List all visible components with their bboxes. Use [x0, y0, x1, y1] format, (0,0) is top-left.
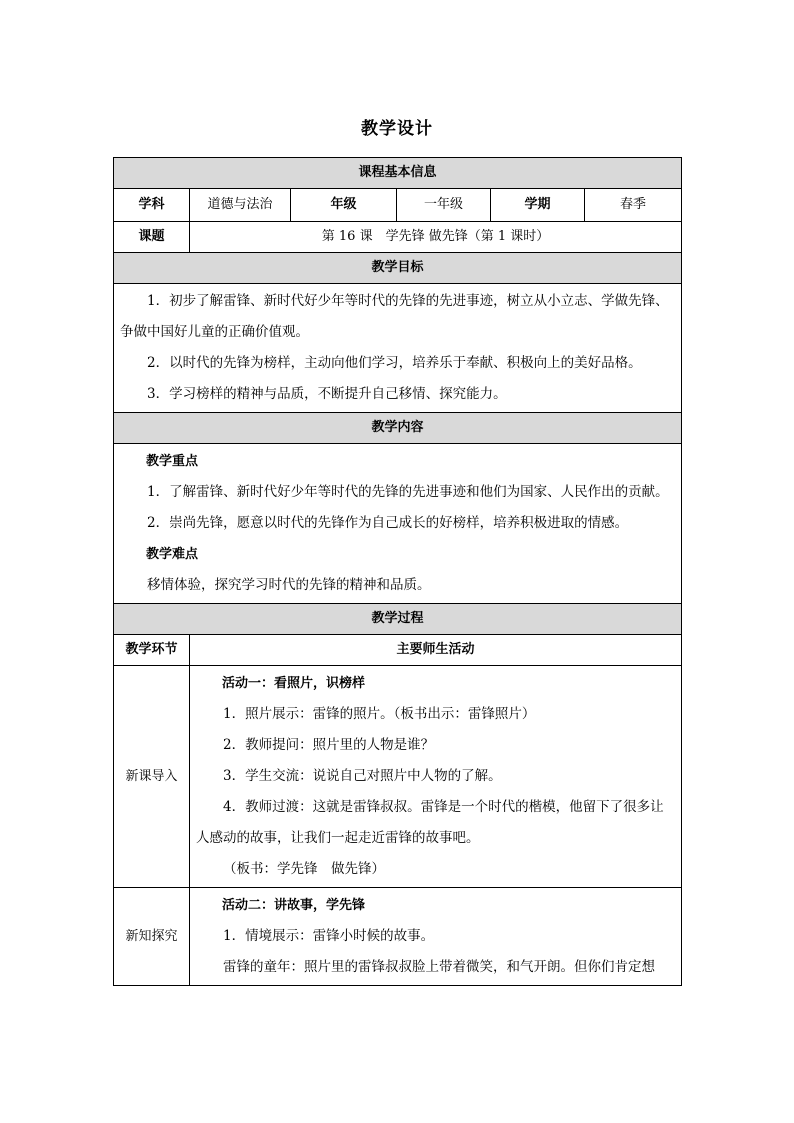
activity-line: 4．教师过渡：这就是雷锋叔叔。雷锋是一个时代的楷模，他留下了很多让人感动的故事，让我们一起走近雷锋的故事吧。 — [196, 799, 664, 846]
content-body — [114, 444, 682, 604]
basic-info-header: 课程基本信息 — [114, 158, 682, 189]
topic-label: 课题 — [114, 222, 190, 253]
stage-activities — [190, 666, 682, 888]
process-header: 教学过程 — [114, 604, 682, 635]
key-point-item: 2．崇尚先锋，愿意以时代的先锋作为自己成长的好榜样，培养积极进取的情感。 — [147, 515, 629, 531]
activity-column-header: 主要师生活动 — [190, 635, 682, 666]
activity-line: 1．照片展示：雷锋的照片。（板书出示：雷锋照片） — [223, 706, 536, 722]
subject-value: 道德与法治 — [190, 189, 291, 222]
grade-value: 一年级 — [397, 189, 491, 222]
lesson-plan-table — [113, 157, 682, 986]
objective-item: 2．以时代的先锋为榜样，主动向他们学习，培养乐于奉献、积极向上的美好品格。 — [147, 355, 642, 371]
objectives-header: 教学目标 — [114, 253, 682, 284]
term-label: 学期 — [491, 189, 585, 222]
key-point-item: 1．了解雷锋、新时代好少年等时代的先锋的先进事迹和他们为国家、人民作出的贡献。 — [147, 484, 669, 500]
grade-label: 年级 — [291, 189, 397, 222]
activity-line: 1．情境展示：雷锋小时候的故事。 — [223, 928, 435, 944]
activity-line: 3．学生交流：说说自己对照片中人物的了解。 — [223, 768, 502, 784]
key-points-label: 教学重点 — [146, 454, 199, 469]
document-title: 教学设计 — [361, 119, 433, 139]
stage-name: 新课导入 — [114, 666, 190, 888]
stage-activities — [190, 888, 682, 986]
objective-item: 3．学习榜样的精神与品质，不断提升自己移情、探究能力。 — [147, 386, 507, 402]
activity-title: 活动二：讲故事，学先锋 — [222, 898, 366, 913]
subject-label: 学科 — [114, 189, 190, 222]
topic-value: 第 16 课 学先锋 做先锋（第 1 课时） — [190, 222, 682, 253]
activity-line: （板书：学先锋 做先锋） — [223, 861, 385, 877]
difficulty-label: 教学难点 — [146, 547, 199, 562]
objective-item: 1．初步了解雷锋、新时代好少年等时代的先锋的先进事迹，树立从小立志、学做先锋、争做中国好儿童的正确价值观。 — [120, 293, 669, 340]
stage-column-header: 教学环节 — [114, 635, 190, 666]
activity-line: 雷锋的童年：照片里的雷锋叔叔脸上带着微笑，和气开朗。但你们肯定想 — [223, 959, 655, 975]
content-header: 教学内容 — [114, 413, 682, 444]
difficulty-text: 移情体验，探究学习时代的先锋的精神和品质。 — [147, 577, 431, 593]
term-value: 春季 — [585, 189, 682, 222]
activity-line: 2．教师提问：照片里的人物是谁？ — [223, 737, 435, 753]
objectives-body — [114, 284, 682, 413]
stage-name: 新知探究 — [114, 888, 190, 986]
activity-title: 活动一：看照片，识榜样 — [222, 676, 366, 691]
